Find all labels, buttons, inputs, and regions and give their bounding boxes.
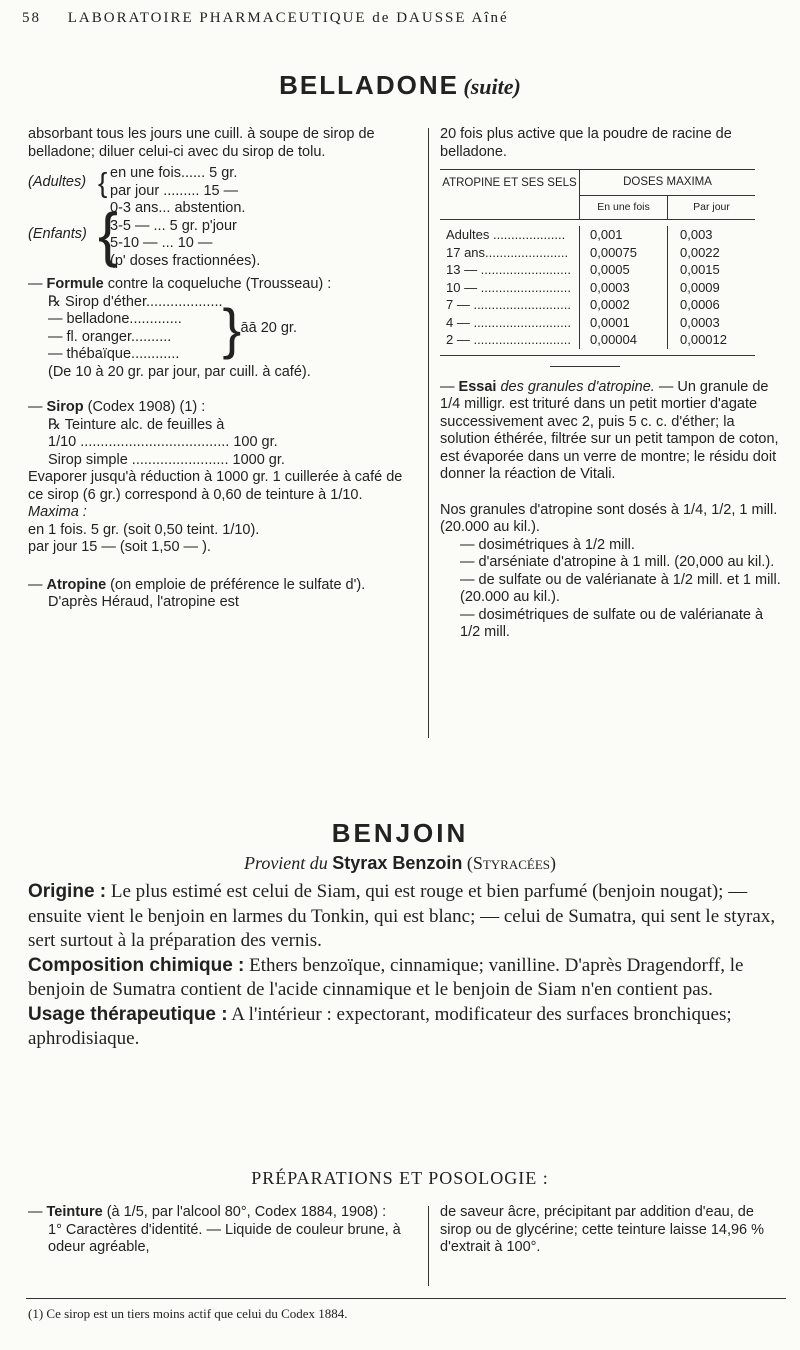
table-sub-par-jour: Par jour bbox=[693, 200, 730, 213]
list-item: — dosimétriques de sulfate ou de valérianate à 1/2 mill. bbox=[460, 606, 764, 640]
maxima-label: Maxima : bbox=[28, 504, 87, 520]
table-row: 13 — ......................... 0,0005 0,0015 bbox=[440, 261, 755, 279]
belladone-right-column bbox=[440, 126, 785, 642]
essai-paragraph: — Essai des granules d'atropine. — Un granule de 1/4 milligr. est trituré dans un petit mortier d'agate successivement avec 2, puis 5 c. c. d'éther; la solution éthérée, filtrée sur un petit tampon de coton, est évaporée dans un verre de montre; le résidu doit donner la réaction de Vitali. bbox=[440, 378, 779, 482]
right-intro: 20 fois plus active que la poudre de racine de belladone. bbox=[440, 126, 732, 160]
column-divider bbox=[428, 1206, 429, 1286]
teinture-right: de saveur âcre, précipitant par addition d'eau, de sirop ou de glycérine; cette teinture laisse 14,96 % d'extrait à 100°. bbox=[440, 1204, 765, 1255]
formule-note: (De 10 à 20 gr. par jour, par cuill. à café). bbox=[48, 363, 311, 380]
intro-paragraph: absorbant tous les jours une cuill. à soupe de sirop de belladone; diluer celui-ci avec du sirop de tolu. bbox=[28, 126, 375, 160]
table-row: 10 — ......................... 0,0003 0,0009 bbox=[440, 279, 755, 297]
composition-paragraph: Composition chimique : Ethers benzoïque, cinnamique; vanilline. D'après Dragendorff, le benjoin de Sumatra contient de l'acide cinnamique et le benjoin de Siam n'en contient pas. bbox=[28, 954, 744, 1000]
atropine-paragraph: — Atropine (on emploie de préférence le sulfate d'). bbox=[28, 576, 366, 593]
table-row: 17 ans....................... 0,00075 0,0022 bbox=[440, 244, 755, 262]
belladone-left-column bbox=[28, 126, 420, 612]
usage-paragraph: Usage thérapeutique : A l'intérieur : expectorant, modificateur des surfaces bronchiques; aphrodisiaque. bbox=[28, 1003, 732, 1049]
sirop-recipe: ℞ Teinture alc. de feuilles à 1/10 ..................................... 100 gr. Sirop simple ........................ 1000 gr. bbox=[48, 416, 285, 468]
enfants-doses: (Enfants) { 0-3 ans... abstention. 3-5 — ... 5 gr. p'jour 5-10 — ... 10 — (p' doses fractionnées). bbox=[28, 200, 261, 269]
footnote: (1) Ce sirop est un tiers moins actif que celui du Codex 1884. bbox=[28, 1306, 348, 1321]
formule-dose: āā 20 gr. bbox=[240, 319, 297, 336]
adultes-doses: (Adultes) { en une fois...... 5 gr. par jour ......... 15 — bbox=[28, 165, 239, 199]
footnote-rule bbox=[26, 1298, 786, 1299]
section-title-belladone: BELLADONE (suite) bbox=[279, 70, 521, 100]
teinture-paragraph: — Teinture (à 1/5, par l'alcool 80°, Codex 1884, 1908) : bbox=[28, 1204, 387, 1220]
teinture-left bbox=[28, 1204, 420, 1257]
short-divider bbox=[550, 366, 620, 367]
table-row: 7 — ........................... 0,0002 0,0006 bbox=[440, 296, 755, 314]
sirop-paragraph: — Sirop (Codex 1908) (1) : bbox=[28, 399, 206, 415]
table-row: Adultes .................... 0,001 0,003 bbox=[440, 226, 755, 244]
column-divider bbox=[428, 128, 429, 738]
list-item: — d'arséniate d'atropine à 1 mill. (20,000 au kil.). bbox=[460, 554, 775, 570]
suite-label: (suite) bbox=[463, 74, 521, 99]
running-title: LABORATOIRE PHARMACEUTIQUE de DAUSSE Aîné bbox=[67, 10, 509, 26]
preparations-title: PRÉPARATIONS ET POSOLOGIE : bbox=[251, 1168, 549, 1188]
origine-paragraph: Origine : Le plus estimé est celui de Siam, qui est rouge et bien parfumé (benjoin nougat); — ensuite vient le benjoin en larmes du Tonkin, qui est blanc; — celui de Sumatra, qui sent le styrax, sert surtout à la préparation des vernis. bbox=[28, 881, 776, 951]
list-item: — de sulfate ou de valérianate à 1/2 mill. et 1 mill. (20.000 au kil.). bbox=[460, 571, 781, 605]
granules-intro: Nos granules d'atropine sont dosés à 1/4, 1/2, 1 mill. (20.000 au kil.). bbox=[440, 501, 778, 535]
table-sub-une-fois: En une fois bbox=[580, 196, 668, 220]
sirop-description: Evaporer jusqu'à réduction à 1000 gr. 1 cuillerée à café de ce sirop (6 gr.) correspond à 0,60 de teinture à 1/10. bbox=[28, 469, 403, 503]
adultes-lines: en une fois...... 5 gr. par jour ......... 15 — bbox=[110, 165, 239, 199]
table-header bbox=[440, 170, 755, 220]
caracteres-paragraph: 1° Caractères d'identité. — Liquide de couleur brune, à odeur agréable, bbox=[48, 1221, 401, 1255]
granules-list bbox=[440, 537, 785, 642]
formule-paragraph: — Formule contre la coqueluche (Trousseau) : bbox=[28, 276, 332, 292]
running-header bbox=[22, 10, 782, 27]
table-row: 4 — ........................... 0,0001 0,0003 bbox=[440, 314, 755, 332]
benjoin-body bbox=[28, 880, 788, 1052]
table-col-atropine: ATROPINE ET SES SELS bbox=[440, 170, 580, 219]
atropine-continued: D'après Héraud, l'atropine est bbox=[48, 594, 239, 610]
table-row: 2 — ........................... 0,00004 0,00012 bbox=[440, 331, 755, 349]
page-number: 58 bbox=[22, 10, 41, 26]
table-body bbox=[440, 220, 755, 355]
benjoin-source: Provient du Styrax Benzoin (Styracées) bbox=[243, 853, 557, 873]
benjoin-title: BENJOIN bbox=[331, 818, 469, 848]
formule-recipe: ℞ Sirop d'éther................... — belladone............. — fl. oranger.......... — thébaïque............ } āā 20 gr. bbox=[48, 293, 297, 362]
enfants-lines: 0-3 ans... abstention. 3-5 — ... 5 gr. p'jour 5-10 — ... 10 — (p' doses fractionnées). bbox=[110, 200, 261, 269]
table-col-doses-maxima: DOSES MAXIMA En une fois Par jour bbox=[580, 170, 755, 219]
list-item: — dosimétriques à 1/2 mill. bbox=[460, 536, 635, 553]
section-title-benjoin bbox=[0, 818, 800, 874]
atropine-doses-table bbox=[440, 169, 755, 356]
maxima-lines: en 1 fois. 5 gr. (soit 0,50 teint. 1/10). par jour 15 — (soit 1,50 — ). bbox=[28, 521, 260, 555]
